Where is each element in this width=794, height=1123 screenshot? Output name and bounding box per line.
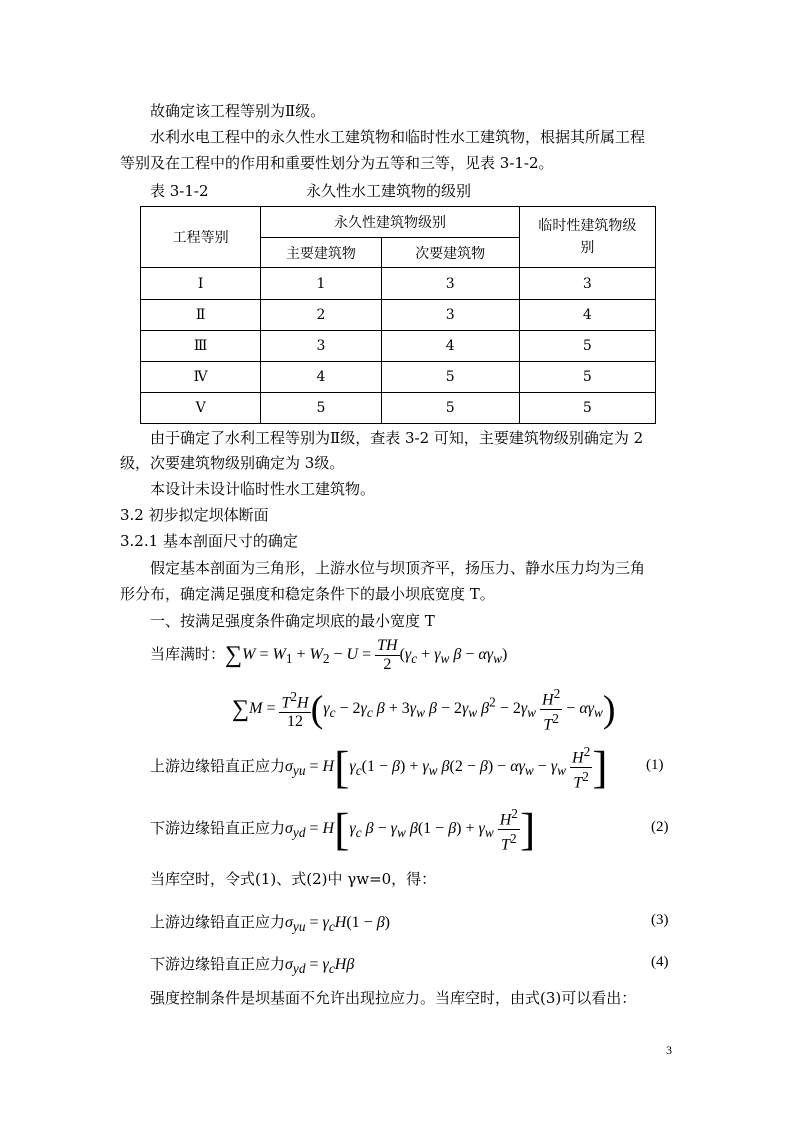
cell-secondary: 4 (381, 331, 519, 362)
cell-temporary: 5 (519, 362, 655, 393)
table-row (141, 362, 656, 393)
header-main-building: 主要建筑物 (261, 238, 381, 268)
paragraph-grade-conclusion: 故确定该工程等别为Ⅱ级。 (150, 102, 326, 120)
header-secondary-building: 次要建筑物 (381, 238, 519, 268)
cell-secondary: 5 (381, 393, 519, 424)
header-grade: 工程等别 (141, 207, 261, 268)
paragraph-classification-line1: 水利水电工程中的永久性水工建筑物和临时性水工建筑物，根据其所属工程 (150, 128, 646, 146)
label-upstream-stress-empty: 上游边缘铅直正应力 (150, 913, 286, 931)
cell-secondary: 3 (381, 268, 519, 300)
section-heading-3-2-1: 3.2.1 基本剖面尺寸的确定 (120, 532, 298, 550)
label-full-reservoir: 当库满时： (150, 645, 226, 663)
cell-temporary: 4 (519, 300, 655, 331)
cell-main: 1 (261, 268, 381, 300)
header-temporary (519, 207, 655, 268)
building-grade-table (140, 206, 656, 424)
label-downstream-stress-empty: 下游边缘铅直正应力 (150, 955, 286, 973)
page-number: 3 (666, 1043, 672, 1057)
section-heading-3-2: 3.2 初步拟定坝体断面 (120, 506, 269, 524)
equation-downstream-stress: 下游边缘铅直正应力$\sigma_{yd} = H[\gamma_c$ $\beta - \gamma_w$ $\beta(1 - \beta) + \gamma_w$ $\frac{H^2}{T^2}$ ] (150, 803, 536, 855)
equation-number-1: (1) (646, 757, 664, 773)
equation-number-2: (2) (651, 819, 669, 835)
equation-upstream-stress: 上游边缘铅直正应力$\sigma_{yu} = H[\gamma_c(1 - \beta) + \gamma_w$ $\beta(2 - \beta) - \alpha\gamma_w - \gamma_w$ $\frac{H^2}{T^2}$ ] (150, 741, 608, 793)
paragraph-grade-result-line2: 级，次要建筑物级别确定为 3级。 (120, 454, 345, 472)
label-upstream-stress: 上游边缘铅直正应力 (150, 757, 286, 775)
equation-downstream-empty: 下游边缘铅直正应力$\sigma_{yd} = \gamma_cH\beta$ (150, 955, 355, 977)
cell-main: 4 (261, 362, 381, 393)
equation-number-4: (4) (651, 954, 669, 970)
cell-main: 3 (261, 331, 381, 362)
header-permanent: 永久性建筑物级别 (261, 207, 519, 238)
cell-temporary: 3 (519, 268, 655, 300)
label-downstream-stress: 下游边缘铅直正应力 (150, 819, 286, 837)
equation-sum-m: ∑M = $\frac{T^2H}{12}$ ($\gamma_c - 2\gamma_c$ $\beta + 3\gamma_w$ $\beta - 2\gamma_w$ $\beta^2 - 2\gamma_w$ $\frac{H^2}{T^2}$ − $\alpha\gamma_w$) (232, 685, 616, 734)
table-row (141, 331, 656, 362)
cell-grade: Ⅲ (141, 331, 261, 362)
header-temporary-line1: 临时性建筑物级 (538, 218, 637, 234)
paragraph-strength-control: 强度控制条件是坝基面不允许出现拉应力。当库空时，由式(3)可以看出： (150, 989, 637, 1007)
paragraph-strength-condition: 一、按满足强度条件确定坝底的最小宽度 T (150, 612, 435, 630)
paragraph-classification-line2: 等别及在工程中的作用和重要性划分为五等和三等，见表 3-1-2。 (120, 154, 554, 172)
paragraph-assumption-line2: 形分布，确定满足强度和稳定条件下的最小坝底宽度 T。 (120, 585, 495, 603)
paragraph-empty-reservoir: 当库空时，令式(1)、式(2)中 γw=0，得： (150, 870, 437, 888)
equation-sum-w: 当库满时：$\sum W = W_1 + W_2 - U$ = $\frac{TH}{2}$ ($\gamma_c + \gamma_w$ $\beta - \alpha\gamma_w$) (150, 636, 508, 673)
table-row (141, 393, 656, 424)
cell-grade: Ⅰ (141, 268, 261, 300)
paragraph-grade-result-line1: 由于确定了水利工程等别为Ⅱ级，查表 3-2 可知，主要建筑物级别确定为 2 (150, 429, 644, 447)
cell-temporary: 5 (519, 393, 655, 424)
table-caption-number: 表 3-1-2 (150, 182, 209, 200)
table-row (141, 300, 656, 331)
cell-secondary: 3 (381, 300, 519, 331)
cell-grade: Ⅱ (141, 300, 261, 331)
table-caption-title: 永久性水工建筑物的级别 (306, 182, 472, 200)
table-row (141, 268, 656, 300)
cell-grade: Ⅳ (141, 362, 261, 393)
paragraph-no-temporary: 本设计未设计临时性水工建筑物。 (150, 480, 376, 498)
cell-grade: Ⅴ (141, 393, 261, 424)
header-temporary-line2: 别 (580, 240, 595, 256)
paragraph-assumption-line1: 假定基本剖面为三角形，上游水位与坝顶齐平，扬压力、静水压力均为三角 (150, 559, 646, 577)
equation-number-3: (3) (651, 912, 669, 928)
cell-main: 2 (261, 300, 381, 331)
cell-main: 5 (261, 393, 381, 424)
equation-upstream-empty: 上游边缘铅直正应力$\sigma_{yu} = \gamma_cH(1 - \beta)$ (150, 913, 390, 935)
cell-secondary: 5 (381, 362, 519, 393)
cell-temporary: 5 (519, 331, 655, 362)
